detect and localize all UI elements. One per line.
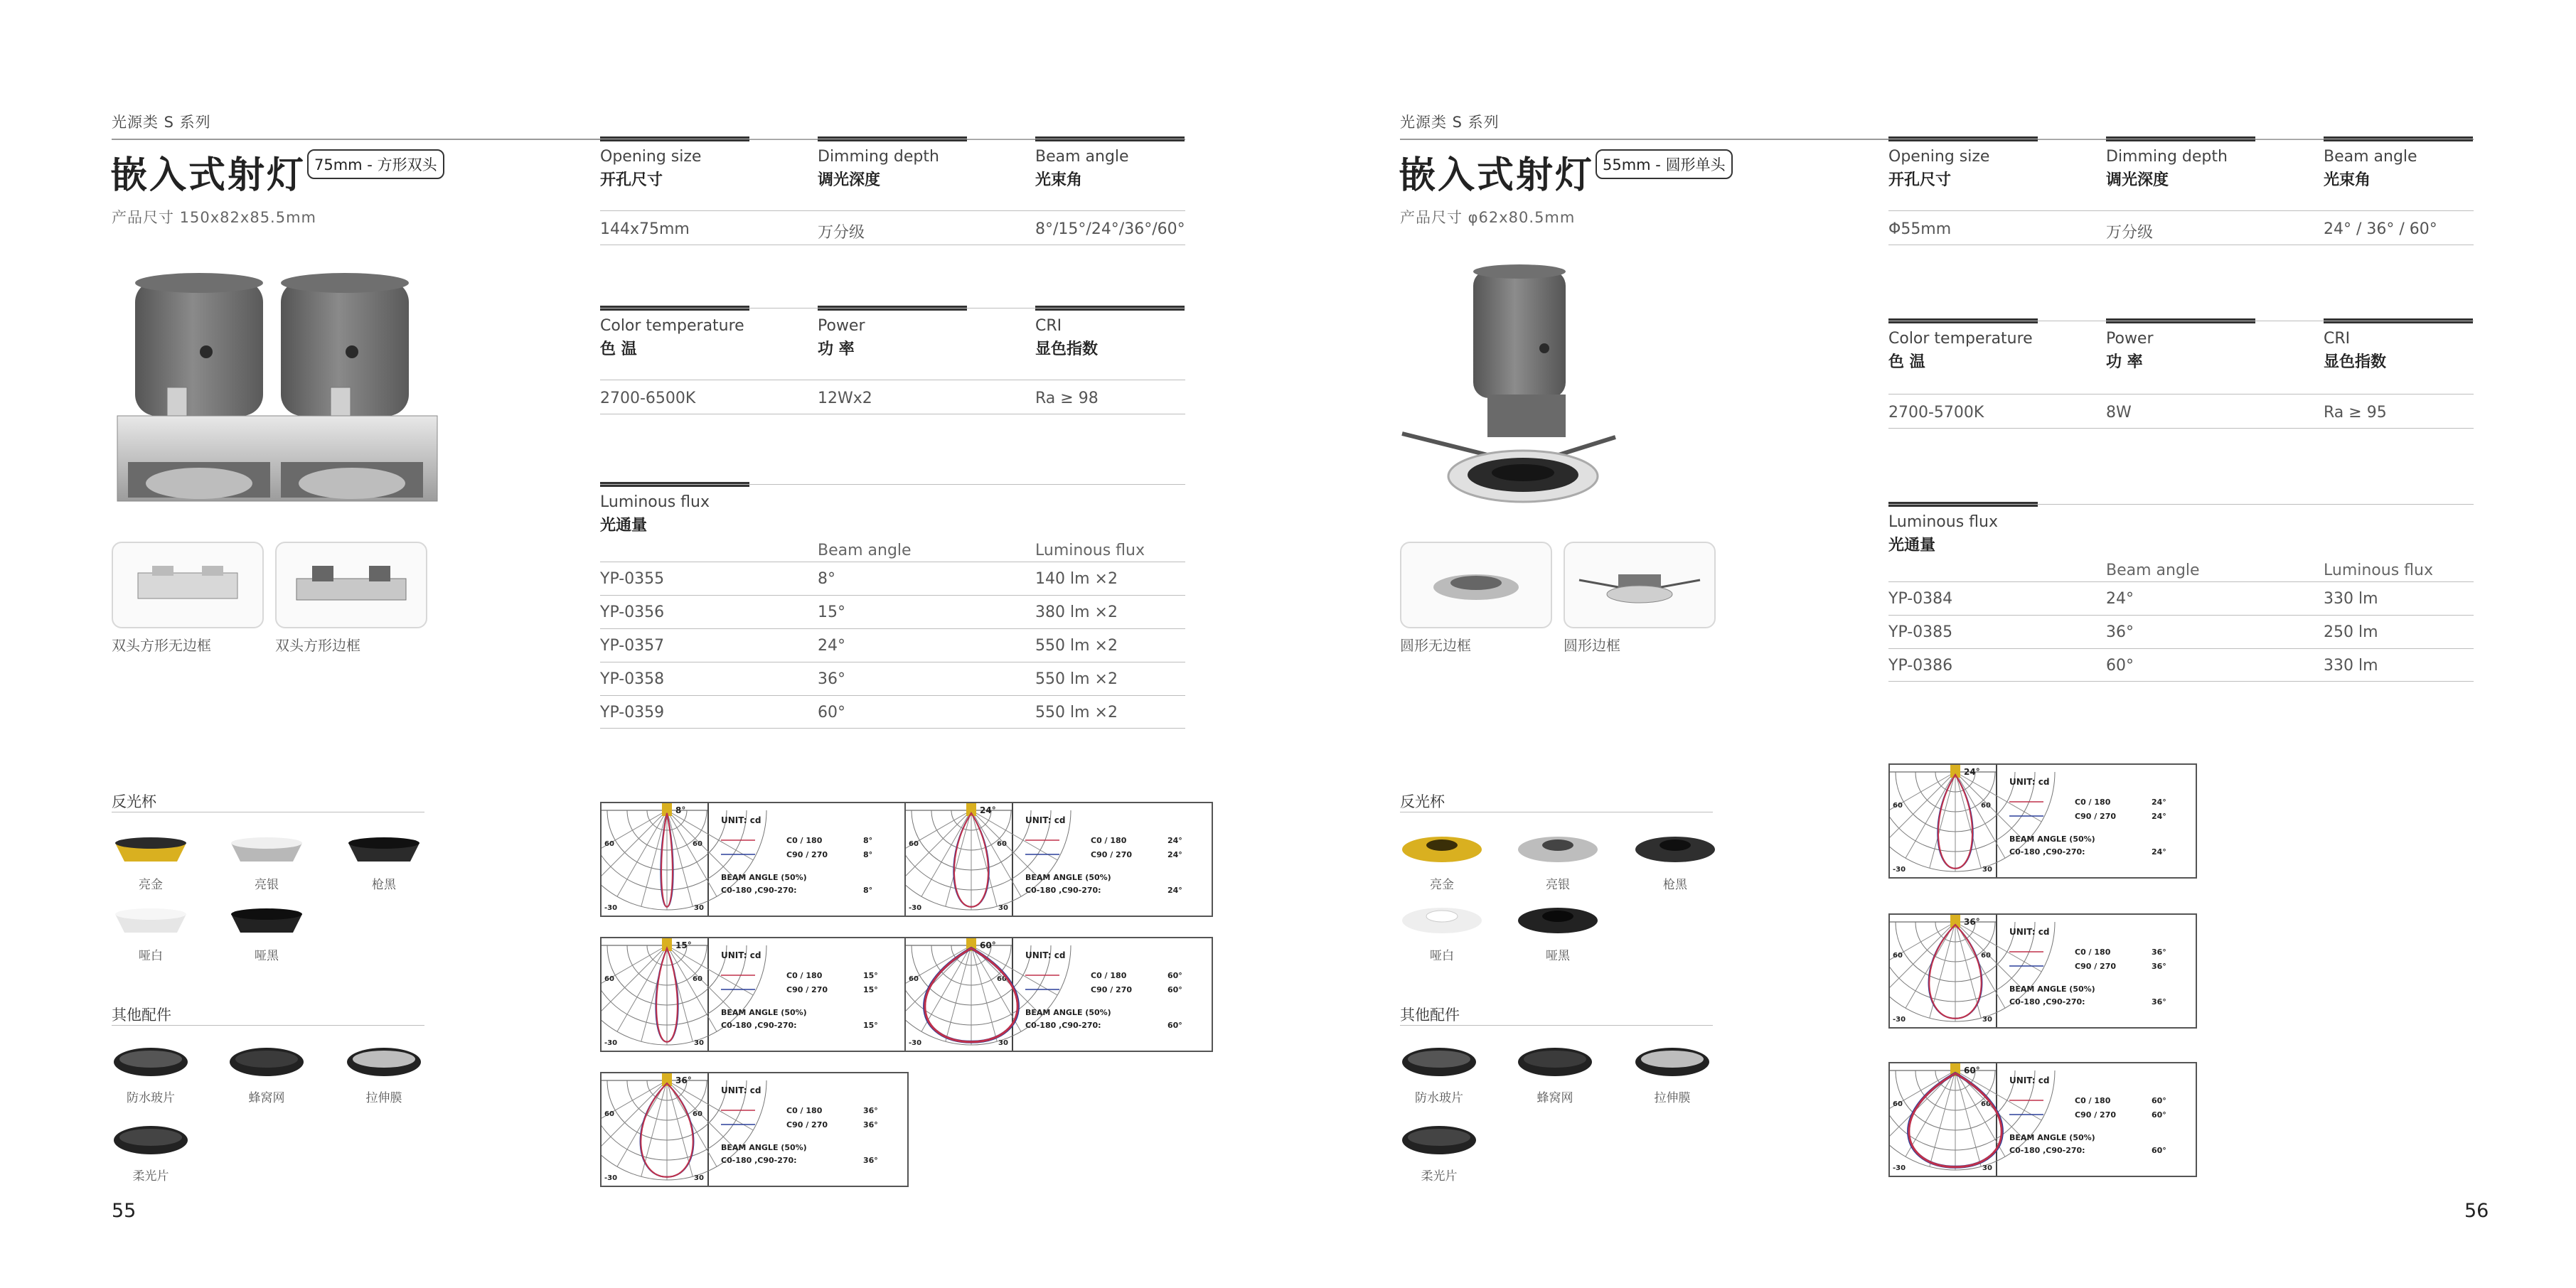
grid-ray xyxy=(1906,772,1955,858)
tick-label: 60 xyxy=(1893,952,1903,960)
legend-c90-value: 60° xyxy=(1167,985,1182,994)
legend-c0-value: 60° xyxy=(2152,1096,2166,1105)
legend-c0: C0 / 180 xyxy=(2075,1096,2111,1105)
spec-value: Ra ≥ 98 xyxy=(1035,390,1099,407)
spec-label-en: Color temperature xyxy=(1888,330,2033,348)
chart-angle-label: 8° xyxy=(675,805,686,815)
reflector-label: 亮银 xyxy=(1546,878,1570,892)
spec-rule xyxy=(1888,504,2474,505)
light-distribution-plot xyxy=(602,1073,907,1186)
tick-label: -30 xyxy=(909,904,922,912)
beam-angle-value: 8° xyxy=(863,886,873,895)
spec-value: 万分级 xyxy=(818,224,865,242)
legend-c90-value: 36° xyxy=(2152,962,2166,971)
tick-label: 60 xyxy=(604,1110,614,1118)
spec-label-en: CRI xyxy=(1035,317,1062,335)
spec-label-cn: 开孔尺寸 xyxy=(1888,171,1952,189)
light-distribution-chart xyxy=(1888,913,2197,1029)
light-distribution-chart xyxy=(1888,763,2197,879)
legend-c0: C0 / 180 xyxy=(1091,971,1127,980)
grid-ray xyxy=(906,810,971,860)
tick-label: 60 xyxy=(1893,802,1903,810)
tick-label: 60 xyxy=(604,840,614,848)
beam-angle-sub: C0-180 ,C90-270: xyxy=(1025,1021,1101,1030)
reflector-silver-swatch[interactable] xyxy=(1516,828,1600,865)
flux-col-flux: Luminous flux xyxy=(2324,562,2433,579)
flux-value: 330 lm xyxy=(2324,657,2378,675)
legend-c90-value: 36° xyxy=(863,1120,878,1129)
tick-label: 60 xyxy=(1981,802,1991,810)
chart-angle-label: 15° xyxy=(675,940,692,950)
flux-value: 550 lm ×2 xyxy=(1035,670,1118,688)
legend-c0: C0 / 180 xyxy=(2075,948,2111,957)
flux-beam: 24° xyxy=(2106,590,2134,608)
beam-angle-sub: C0-180 ,C90-270: xyxy=(721,1156,797,1165)
series-label: 光源类 S 系列 xyxy=(1400,114,1500,131)
accessory-label: 防水玻片 xyxy=(127,1091,175,1105)
legend-c0-value: 60° xyxy=(1167,971,1182,980)
variant-framed-icon xyxy=(277,543,426,627)
variant-caption-1: 圆形无边框 xyxy=(1400,637,1471,654)
spec-label-en: Power xyxy=(2106,330,2154,348)
product-size: 产品尺寸 150x82x85.5mm xyxy=(112,209,317,226)
reflector-title: 反光杯 xyxy=(112,793,156,810)
light-distribution-chart xyxy=(600,802,909,917)
spec-label-cn: 光束角 xyxy=(2324,171,2371,189)
tick-label: 60 xyxy=(1981,1100,1991,1108)
legend-c0-value: 24° xyxy=(1167,836,1182,845)
tick-label: 60 xyxy=(693,840,702,848)
reflector-label: 哑白 xyxy=(1430,949,1454,963)
flux-model: YP-0386 xyxy=(1888,657,1953,675)
spec-value: 8W xyxy=(2106,404,2132,422)
flux-model: YP-0355 xyxy=(600,570,665,588)
legend-c0: C0 / 180 xyxy=(786,971,823,980)
tick-label: 30 xyxy=(1982,1016,1992,1024)
variant-frameless-thumb[interactable] xyxy=(1400,542,1552,628)
spec-value: 8°/15°/24°/36°/60° xyxy=(1035,220,1185,238)
product-badge: 75mm - 方形双头 xyxy=(307,149,444,179)
spec-rule xyxy=(600,484,1185,485)
spec-label-en: Opening size xyxy=(600,148,702,166)
legend-c0-value: 24° xyxy=(2152,798,2166,807)
legend-c90: C90 / 270 xyxy=(2075,812,2117,821)
flux-model: YP-0359 xyxy=(600,704,665,721)
tick-label: 30 xyxy=(694,1039,704,1047)
grid-ray xyxy=(667,810,693,906)
beam-angle-title: BEAM ANGLE (50%) xyxy=(721,1143,807,1152)
light-distribution-chart xyxy=(600,1072,909,1187)
reflector-matblack-swatch[interactable] xyxy=(1516,899,1600,936)
light-distribution-chart xyxy=(904,802,1213,917)
tick-label: -30 xyxy=(909,1039,922,1047)
spec-label-en: Beam angle xyxy=(2324,148,2417,166)
reflector-silver-swatch[interactable] xyxy=(228,830,306,864)
grid-ray xyxy=(1930,1070,1955,1166)
variant-caption-2: 圆形边框 xyxy=(1564,637,1620,654)
grid-ray xyxy=(1930,772,1955,868)
light-distribution-plot xyxy=(1890,915,2196,1027)
tick-label: 60 xyxy=(909,840,919,848)
beam-angle-sub: C0-180 ,C90-270: xyxy=(721,886,797,895)
flux-beam: 15° xyxy=(818,603,845,621)
product-size: 产品尺寸 φ62x80.5mm xyxy=(1400,209,1576,226)
flux-row-rule xyxy=(600,728,1185,729)
flux-row-rule xyxy=(600,695,1185,696)
light-distribution-plot xyxy=(906,803,1212,916)
accessory-honeycomb[interactable] xyxy=(1516,1045,1594,1078)
product-image xyxy=(107,270,441,512)
variant-caption-1: 双头方形无边框 xyxy=(112,637,211,654)
accessory-soft-lens[interactable] xyxy=(1400,1123,1478,1156)
tick-label: -30 xyxy=(1893,1164,1906,1172)
light-distribution-plot xyxy=(1890,1063,2196,1176)
tick-label: 60 xyxy=(997,840,1007,848)
tick-label: 60 xyxy=(1893,1100,1903,1108)
reflector-label: 枪黑 xyxy=(372,878,396,892)
chart-angle-label: 24° xyxy=(1964,767,1980,777)
grid-ray xyxy=(921,810,971,896)
variant-frameless-icon xyxy=(1401,543,1551,627)
chart-unit: UNIT: cd xyxy=(1025,815,1066,825)
legend-c0-value: 15° xyxy=(863,971,878,980)
flux-col-flux: Luminous flux xyxy=(1035,542,1145,559)
product-title: 嵌入式射灯 xyxy=(110,154,306,197)
chart-angle-label: 24° xyxy=(980,805,996,815)
legend-c0: C0 / 180 xyxy=(1091,836,1127,845)
flux-model: YP-0385 xyxy=(1888,623,1953,641)
beam-angle-value: 15° xyxy=(863,1021,878,1030)
grid-ray xyxy=(1955,772,1981,868)
tick-label: -30 xyxy=(1893,1016,1906,1024)
spec-label-cn: 功 率 xyxy=(818,340,855,358)
chart-unit: UNIT: cd xyxy=(2009,927,2050,937)
spec-label-cn: 显色指数 xyxy=(2324,353,2387,371)
beam-angle-title: BEAM ANGLE (50%) xyxy=(2009,1133,2095,1142)
reflector-gold-swatch[interactable] xyxy=(1400,828,1484,865)
legend-c90-value: 24° xyxy=(1167,850,1182,859)
legend-c90-value: 15° xyxy=(863,985,878,994)
chart-angle-label: 36° xyxy=(1964,917,1980,927)
light-distribution-plot xyxy=(1890,765,2196,877)
accessory-stretch-film[interactable] xyxy=(345,1045,423,1078)
reflector-label: 哑黑 xyxy=(255,949,279,963)
chart-angle-label: 60° xyxy=(980,940,996,950)
beam-angle-sub: C0-180 ,C90-270: xyxy=(721,1021,797,1030)
spec-label-cn: 色 温 xyxy=(600,340,637,358)
tick-label: 60 xyxy=(604,975,614,983)
legend-c0-value: 8° xyxy=(863,836,873,845)
light-distribution-chart xyxy=(600,937,909,1052)
legend-c0: C0 / 180 xyxy=(2075,798,2111,807)
grid-ray xyxy=(641,810,667,906)
beam-angle-sub: C0-180 ,C90-270: xyxy=(1025,886,1101,895)
chart-angle-label: 60° xyxy=(1964,1066,1980,1075)
accessory-title: 其他配件 xyxy=(1400,1007,1460,1024)
flux-beam: 60° xyxy=(818,704,845,721)
tick-label: 30 xyxy=(694,1174,704,1182)
beam-angle-sub: C0-180 ,C90-270: xyxy=(2009,1146,2085,1155)
legend-c90: C90 / 270 xyxy=(1091,850,1133,859)
grid-ray xyxy=(617,810,667,896)
grid-ray xyxy=(971,810,1021,896)
spec-label-en: CRI xyxy=(2324,330,2351,348)
light-distribution-plot xyxy=(602,938,907,1051)
reflector-label: 哑黑 xyxy=(1546,949,1570,963)
accessory-label: 拉伸膜 xyxy=(1654,1091,1691,1105)
tick-label: -30 xyxy=(604,1174,618,1182)
tick-label: 30 xyxy=(1982,1164,1992,1172)
flux-title-en: Luminous flux xyxy=(600,493,710,511)
spec-label-cn: 色 温 xyxy=(1888,353,1925,371)
reflector-matwhite-swatch[interactable] xyxy=(112,901,190,935)
reflector-matblack-swatch[interactable] xyxy=(228,901,306,935)
legend-c90: C90 / 270 xyxy=(786,1120,828,1129)
spec-value: 24° / 36° / 60° xyxy=(2324,220,2437,238)
grid-ring xyxy=(602,810,766,910)
spec-rule xyxy=(1888,428,2474,429)
spec-label-en: Beam angle xyxy=(1035,148,1129,166)
accessory-label: 防水玻片 xyxy=(1415,1091,1463,1105)
product-image xyxy=(1395,263,1623,519)
page-number: 55 xyxy=(112,1200,137,1222)
flux-row-rule xyxy=(1888,648,2474,649)
spec-label-en: Power xyxy=(818,317,865,335)
light-distribution-chart xyxy=(904,937,1213,1052)
variant-framed-thumb[interactable] xyxy=(275,542,427,628)
reflector-matwhite-swatch[interactable] xyxy=(1400,899,1484,936)
spec-value: 144x75mm xyxy=(600,220,690,238)
grid-ray xyxy=(1955,772,2005,858)
flux-col-beam: Beam angle xyxy=(818,542,912,559)
spec-label-cn: 光束角 xyxy=(1035,171,1083,189)
spec-rule xyxy=(600,210,1185,211)
tick-label: 60 xyxy=(693,1110,702,1118)
beam-angle-value: 36° xyxy=(863,1156,878,1165)
beam-angle-title: BEAM ANGLE (50%) xyxy=(2009,984,2095,994)
light-distribution-chart xyxy=(1888,1062,2197,1177)
beam-angle-value: 60° xyxy=(2152,1146,2166,1155)
legend-c0-value: 36° xyxy=(2152,948,2166,957)
flux-model: YP-0384 xyxy=(1888,590,1953,608)
beam-angle-value: 24° xyxy=(1167,886,1182,895)
grid-ray xyxy=(667,810,717,896)
reflector-gold-swatch[interactable] xyxy=(112,830,190,864)
tick-label: 60 xyxy=(1981,952,1991,960)
variant-frameless-icon xyxy=(113,543,262,627)
flux-beam: 36° xyxy=(2106,623,2134,641)
flux-value: 140 lm ×2 xyxy=(1035,570,1118,588)
flux-row-rule xyxy=(600,628,1185,629)
accessory-waterproof-glass[interactable] xyxy=(112,1045,190,1078)
flux-beam: 36° xyxy=(818,670,845,688)
tick-label: 30 xyxy=(998,1039,1008,1047)
beam-angle-title: BEAM ANGLE (50%) xyxy=(1025,1008,1111,1017)
grid-ray xyxy=(946,945,971,1041)
spec-label-cn: 显色指数 xyxy=(1035,340,1099,358)
spec-rule xyxy=(1888,210,2474,211)
accessory-honeycomb[interactable] xyxy=(228,1045,306,1078)
flux-row-rule xyxy=(1888,581,2474,582)
spec-label-en: Color temperature xyxy=(600,317,744,335)
variant-frameless-thumb[interactable] xyxy=(112,542,264,628)
flux-title-cn: 光通量 xyxy=(1888,537,1936,554)
tick-label: -30 xyxy=(1893,866,1906,874)
spec-label-cn: 开孔尺寸 xyxy=(600,171,663,189)
grid-ray xyxy=(971,945,997,1041)
accessory-label: 拉伸膜 xyxy=(365,1091,402,1105)
reflector-label: 亮金 xyxy=(1430,878,1454,892)
flux-value: 330 lm xyxy=(2324,590,2378,608)
light-distribution-plot xyxy=(906,938,1212,1051)
flux-model: YP-0358 xyxy=(600,670,665,688)
spec-label-en: Dimming depth xyxy=(2106,148,2228,166)
light-distribution-plot xyxy=(602,803,907,916)
flux-title-cn: 光通量 xyxy=(600,517,648,535)
legend-c90: C90 / 270 xyxy=(2075,1110,2117,1120)
tick-label: 30 xyxy=(998,904,1008,912)
accessory-rule xyxy=(1400,1025,1713,1026)
flux-beam: 8° xyxy=(818,570,835,588)
chart-unit: UNIT: cd xyxy=(721,815,761,825)
variant-framed-icon xyxy=(1565,543,1714,627)
tick-label: 60 xyxy=(693,975,702,983)
legend-c90: C90 / 270 xyxy=(786,850,828,859)
legend-c0: C0 / 180 xyxy=(786,836,823,845)
spec-rule xyxy=(1888,394,2474,395)
spec-value: 万分级 xyxy=(2106,224,2154,242)
legend-c0-value: 36° xyxy=(863,1106,878,1115)
grid-ray xyxy=(602,810,667,860)
accessory-label: 蜂窝网 xyxy=(248,1091,285,1105)
spec-label-en: Opening size xyxy=(1888,148,1990,166)
grid-ray xyxy=(602,1080,667,1130)
tick-label: 60 xyxy=(997,975,1007,983)
accessory-label: 柔光片 xyxy=(1421,1169,1458,1184)
beam-angle-value: 24° xyxy=(2152,847,2166,857)
accessory-label: 蜂窝网 xyxy=(1536,1091,1573,1105)
grid-ring xyxy=(602,945,766,1045)
flux-model: YP-0357 xyxy=(600,637,665,655)
grid-ring xyxy=(602,1080,766,1180)
accessory-title: 其他配件 xyxy=(112,1007,171,1024)
product-title: 嵌入式射灯 xyxy=(1399,154,1595,197)
legend-c90: C90 / 270 xyxy=(786,985,828,994)
flux-beam: 60° xyxy=(2106,657,2134,675)
series-label: 光源类 S 系列 xyxy=(112,114,211,131)
beam-angle-title: BEAM ANGLE (50%) xyxy=(2009,834,2095,844)
accessory-rule xyxy=(112,1025,424,1026)
spec-value: 2700-6500K xyxy=(600,390,696,407)
legend-c90: C90 / 270 xyxy=(1091,985,1133,994)
chart-unit: UNIT: cd xyxy=(1025,950,1066,960)
flux-value: 550 lm ×2 xyxy=(1035,637,1118,655)
spec-value: Ra ≥ 95 xyxy=(2324,404,2387,422)
flux-row-rule xyxy=(1888,681,2474,682)
accessory-label: 柔光片 xyxy=(132,1169,169,1184)
tick-label: -30 xyxy=(604,1039,618,1047)
legend-c90: C90 / 270 xyxy=(2075,962,2117,971)
reflector-label: 亮金 xyxy=(139,878,163,892)
grid-ring xyxy=(1890,922,2055,1021)
tick-label: 30 xyxy=(694,904,704,912)
tick-label: -30 xyxy=(604,904,618,912)
beam-angle-value: 36° xyxy=(2152,997,2166,1007)
variant-framed-thumb[interactable] xyxy=(1564,542,1716,628)
chart-unit: UNIT: cd xyxy=(2009,1075,2050,1085)
spec-value: 2700-5700K xyxy=(1888,404,1984,422)
flux-row-rule xyxy=(1888,615,2474,616)
flux-title-en: Luminous flux xyxy=(1888,513,1998,531)
reflector-label: 枪黑 xyxy=(1663,878,1687,892)
beam-angle-title: BEAM ANGLE (50%) xyxy=(1025,873,1111,882)
reflector-gunblack-swatch[interactable] xyxy=(1633,828,1717,865)
beam-angle-sub: C0-180 ,C90-270: xyxy=(2009,847,2085,857)
beam-angle-title: BEAM ANGLE (50%) xyxy=(721,873,807,882)
beam-angle-sub: C0-180 ,C90-270: xyxy=(2009,997,2085,1007)
flux-value: 250 lm xyxy=(2324,623,2378,641)
flux-row-rule xyxy=(600,595,1185,596)
tick-label: 60 xyxy=(909,975,919,983)
reflector-label: 亮银 xyxy=(255,878,279,892)
grid-ray xyxy=(667,945,717,1031)
grid-ray xyxy=(946,810,971,906)
chart-unit: UNIT: cd xyxy=(721,950,761,960)
grid-ray xyxy=(617,945,667,1031)
spec-value: Φ55mm xyxy=(1888,220,1952,238)
flux-value: 380 lm ×2 xyxy=(1035,603,1118,621)
spec-value: 12Wx2 xyxy=(818,390,872,407)
beam-angle-title: BEAM ANGLE (50%) xyxy=(721,1008,807,1017)
chart-unit: UNIT: cd xyxy=(2009,777,2050,787)
flux-col-beam: Beam angle xyxy=(2106,562,2200,579)
spec-label-cn: 调光深度 xyxy=(2106,171,2169,189)
flux-value: 550 lm ×2 xyxy=(1035,704,1118,721)
chart-unit: UNIT: cd xyxy=(721,1085,761,1095)
flux-model: YP-0356 xyxy=(600,603,665,621)
product-badge: 55mm - 圆形单头 xyxy=(1596,149,1733,179)
accessory-stretch-film[interactable] xyxy=(1633,1045,1711,1078)
tick-label: 30 xyxy=(1982,866,1992,874)
reflector-gunblack-swatch[interactable] xyxy=(345,830,423,864)
reflector-title: 反光杯 xyxy=(1400,793,1445,810)
beam-angle-value: 60° xyxy=(1167,1021,1182,1030)
grid-ray xyxy=(971,810,997,906)
spec-label-en: Dimming depth xyxy=(818,148,939,166)
legend-c0: C0 / 180 xyxy=(786,1106,823,1115)
spec-label-cn: 调光深度 xyxy=(818,171,881,189)
spec-label-cn: 功 率 xyxy=(2106,353,2143,371)
grid-ray xyxy=(1890,922,1955,972)
page-number: 56 xyxy=(2464,1200,2489,1222)
reflector-label: 哑白 xyxy=(139,949,163,963)
right-page xyxy=(1288,0,2576,1288)
accessory-waterproof-glass[interactable] xyxy=(1400,1045,1478,1078)
chart-angle-label: 36° xyxy=(675,1075,692,1085)
legend-c90-value: 60° xyxy=(2152,1110,2166,1120)
grid-ray xyxy=(1890,772,1955,822)
flux-beam: 24° xyxy=(818,637,845,655)
legend-c90-value: 8° xyxy=(863,850,873,859)
accessory-soft-lens[interactable] xyxy=(112,1123,190,1156)
variant-caption-2: 双头方形边框 xyxy=(275,637,360,654)
legend-c90-value: 24° xyxy=(2152,812,2166,821)
grid-ray xyxy=(1955,1070,1981,1166)
